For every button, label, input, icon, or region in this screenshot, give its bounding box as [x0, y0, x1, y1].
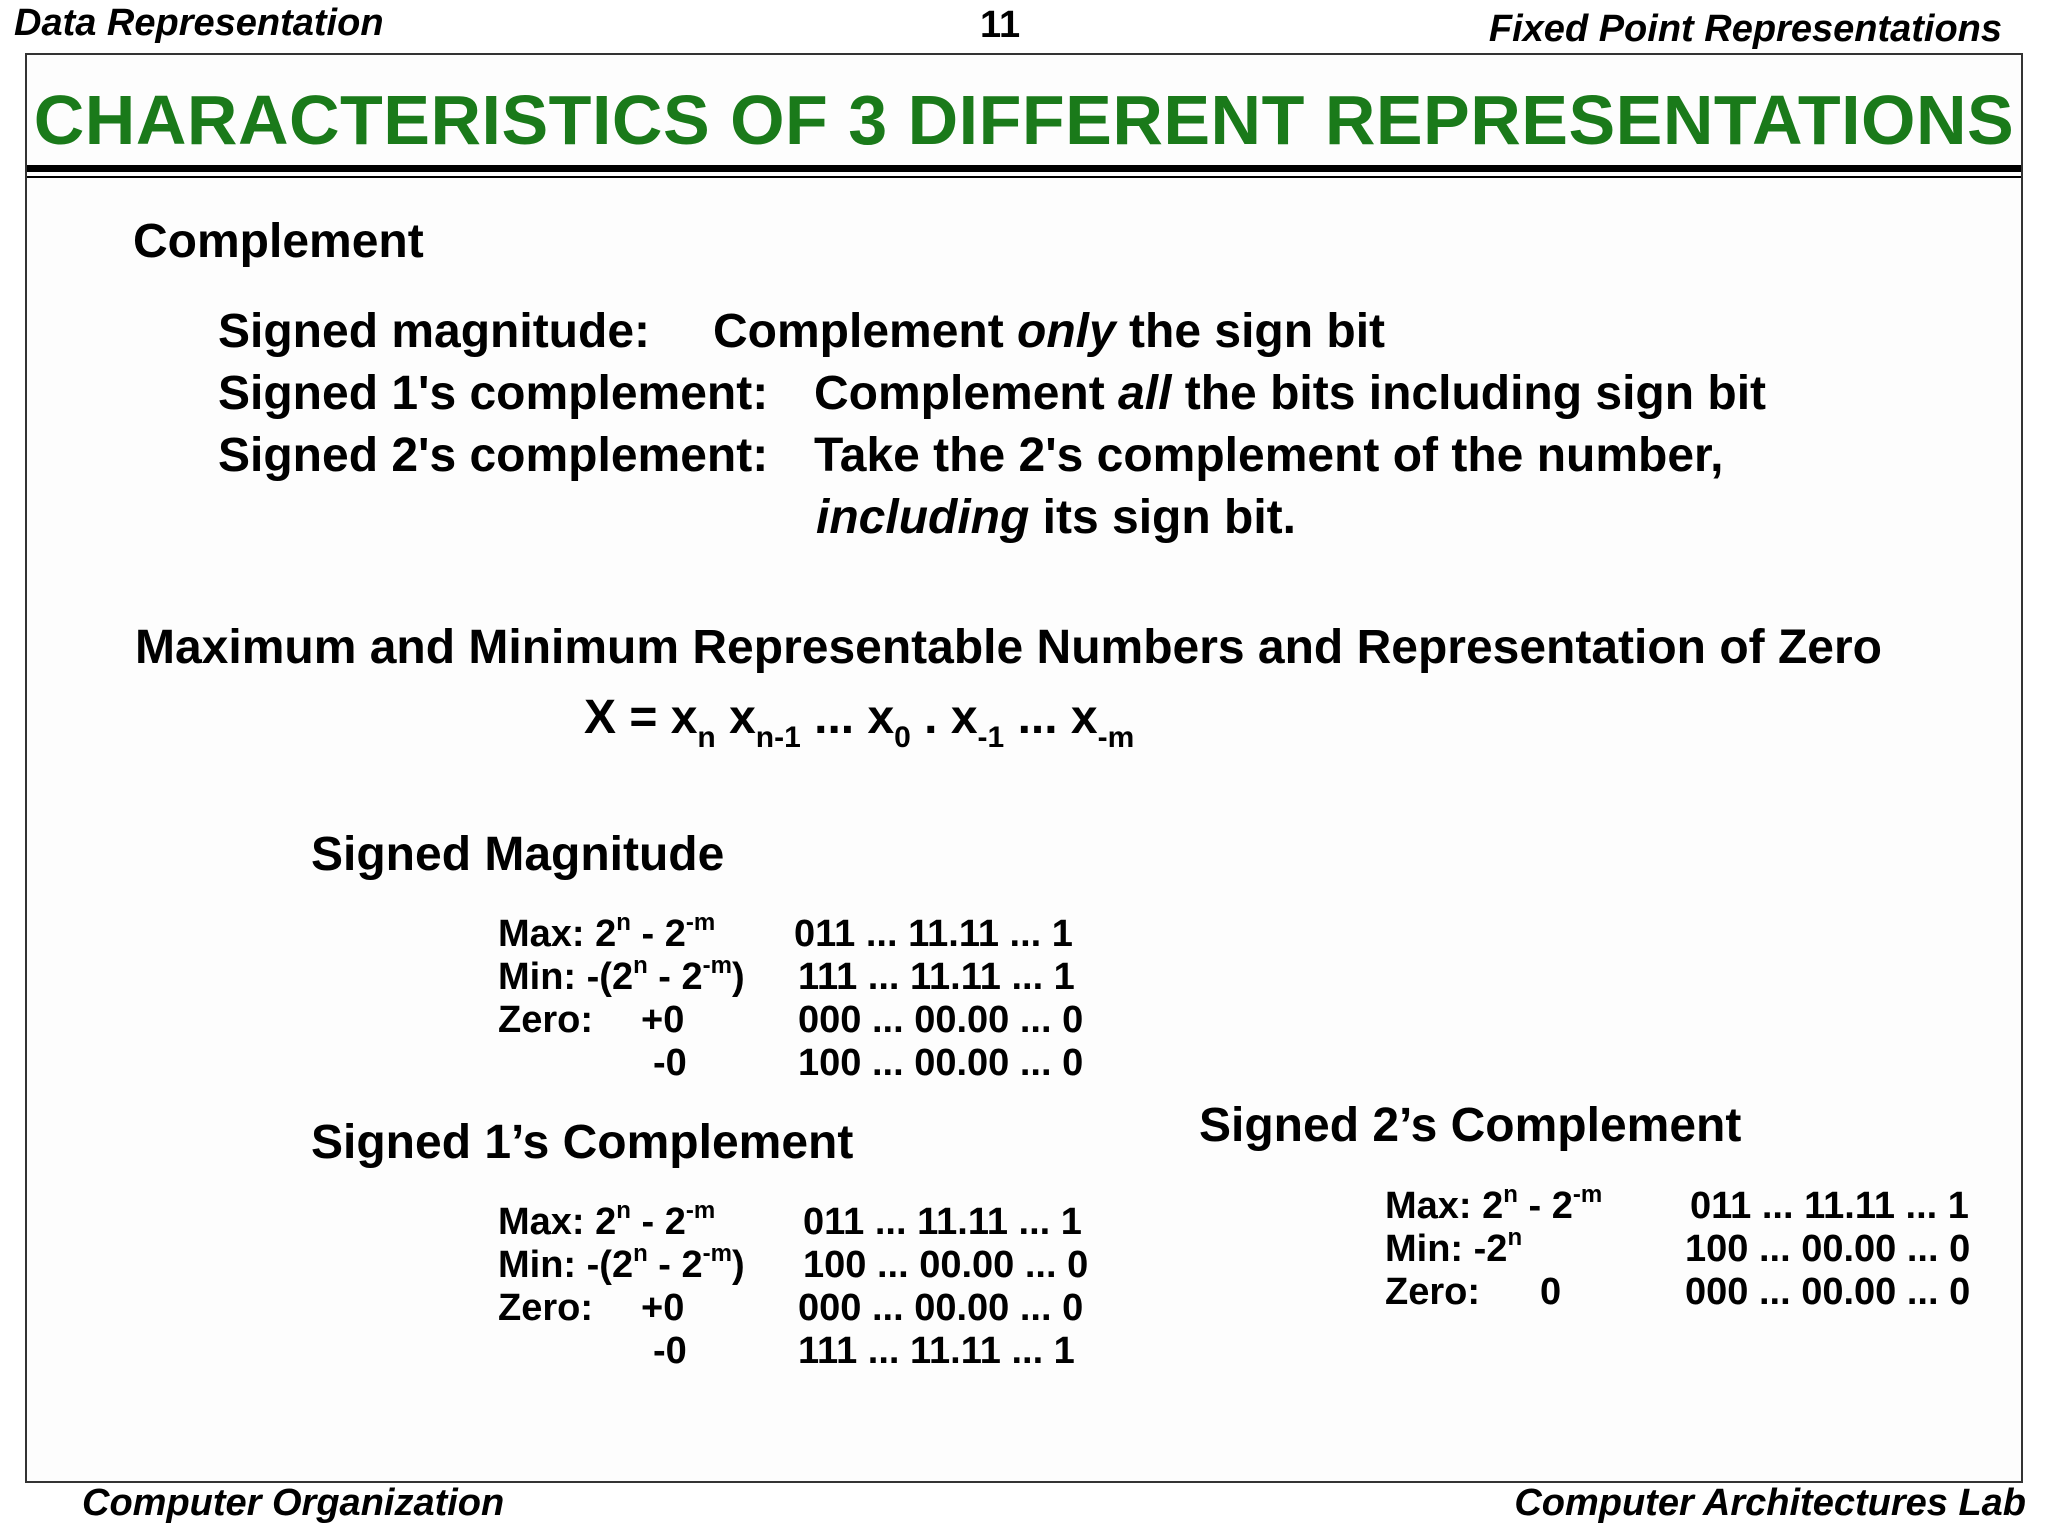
max-bits: 011 ... 11.11 ... 1: [803, 1201, 1082, 1243]
table-row: [1385, 1224, 2005, 1271]
signed-magnitude-heading: Signed Magnitude: [311, 828, 725, 881]
neg-zero-value: -0: [653, 1330, 687, 1372]
min-expr: Min: -2$^n$: [1385, 1224, 1523, 1270]
number-formula: $X = x_n$ $x_{n-1}$ ... $x_0$ . $x_{-1}$ ... $x_{-m}$: [584, 691, 1135, 754]
ones-complement-table: [498, 1197, 1138, 1373]
table-row: [498, 1240, 1138, 1287]
zero-label: Zero:: [498, 1287, 593, 1329]
zero-label: Zero:: [498, 999, 593, 1041]
min-bits: 100 ... 00.00 ... 0: [803, 1244, 1089, 1286]
complement-row-2s-desc: Take the 2's complement of the number,: [814, 429, 1724, 482]
table-row: [498, 909, 1138, 956]
header-right: Fixed Point Representations: [1488, 8, 2002, 50]
zero-value: 0: [1540, 1271, 1562, 1313]
min-bits: 100 ... 00.00 ... 0: [1685, 1228, 1971, 1270]
table-row: [498, 1287, 1138, 1330]
twos-complement-heading: Signed 2’s Complement: [1199, 1099, 1742, 1152]
footer-right: Computer Architectures Lab: [1514, 1482, 2026, 1524]
table-row: [498, 1042, 1138, 1085]
complement-row-sm-desc: Complement only the sign bit: [713, 305, 1386, 358]
neg-zero-value: -0: [653, 1042, 687, 1084]
max-expr: Max: $2^n - 2^{-m}$: [1385, 1181, 1603, 1227]
zero-value: +0: [641, 1287, 685, 1329]
min-bits: 111 ... 11.11 ... 1: [798, 956, 1075, 998]
maxmin-heading: Maximum and Minimum Representable Numbers and Representation of Zero: [135, 621, 1882, 674]
min-expr: Min: $-(2^n - 2^{-m})$: [498, 952, 745, 998]
title-rule-thin: [27, 176, 2021, 178]
neg-zero-bits: 111 ... 11.11 ... 1: [798, 1330, 1075, 1372]
neg-zero-bits: 100 ... 00.00 ... 0: [798, 1042, 1084, 1084]
complement-heading: Complement: [133, 215, 424, 268]
zero-bits: 000 ... 00.00 ... 0: [798, 1287, 1084, 1329]
slide-title: CHARACTERISTICS OF 3 DIFFERENT REPRESENTATIONS: [33, 81, 2015, 159]
complement-row-2s-continuation: including its sign bit.: [816, 491, 1296, 544]
complement-row-1s-label: Signed 1's complement:: [218, 367, 769, 420]
table-row: [498, 999, 1138, 1042]
complement-row-2s-label: Signed 2's complement:: [218, 429, 769, 482]
table-row: [1385, 1181, 2005, 1228]
title-rule-thick: [27, 165, 2021, 172]
zero-value: +0: [641, 999, 685, 1041]
max-expr: Max: $2^n - 2^{-m}$: [498, 1197, 716, 1243]
table-row: [498, 952, 1138, 999]
page-number: 11: [980, 4, 1021, 46]
header-left: Data Representation: [14, 2, 384, 44]
twos-complement-table: [1385, 1181, 2005, 1314]
zero-label: Zero:: [1385, 1271, 1480, 1313]
table-row: [1385, 1271, 2005, 1314]
zero-bits: 000 ... 00.00 ... 0: [798, 999, 1084, 1041]
footer-left: Computer Organization: [82, 1482, 505, 1524]
table-row: [498, 1197, 1138, 1244]
complement-row-1s-desc: Complement all the bits including sign bit: [814, 367, 1767, 420]
min-expr: Min: $-(2^n - 2^{-m})$: [498, 1240, 745, 1286]
max-bits: 011 ... 11.11 ... 1: [1690, 1185, 1969, 1227]
complement-row-sm-label: Signed magnitude:: [218, 305, 650, 358]
signed-magnitude-table: [498, 909, 1138, 1085]
max-expr: Max: $2^n - 2^{-m}$: [498, 909, 716, 955]
table-row: [498, 1330, 1138, 1373]
zero-bits: 000 ... 00.00 ... 0: [1685, 1271, 1971, 1313]
max-bits: 011 ... 11.11 ... 1: [794, 913, 1073, 955]
ones-complement-heading: Signed 1’s Complement: [311, 1116, 854, 1169]
